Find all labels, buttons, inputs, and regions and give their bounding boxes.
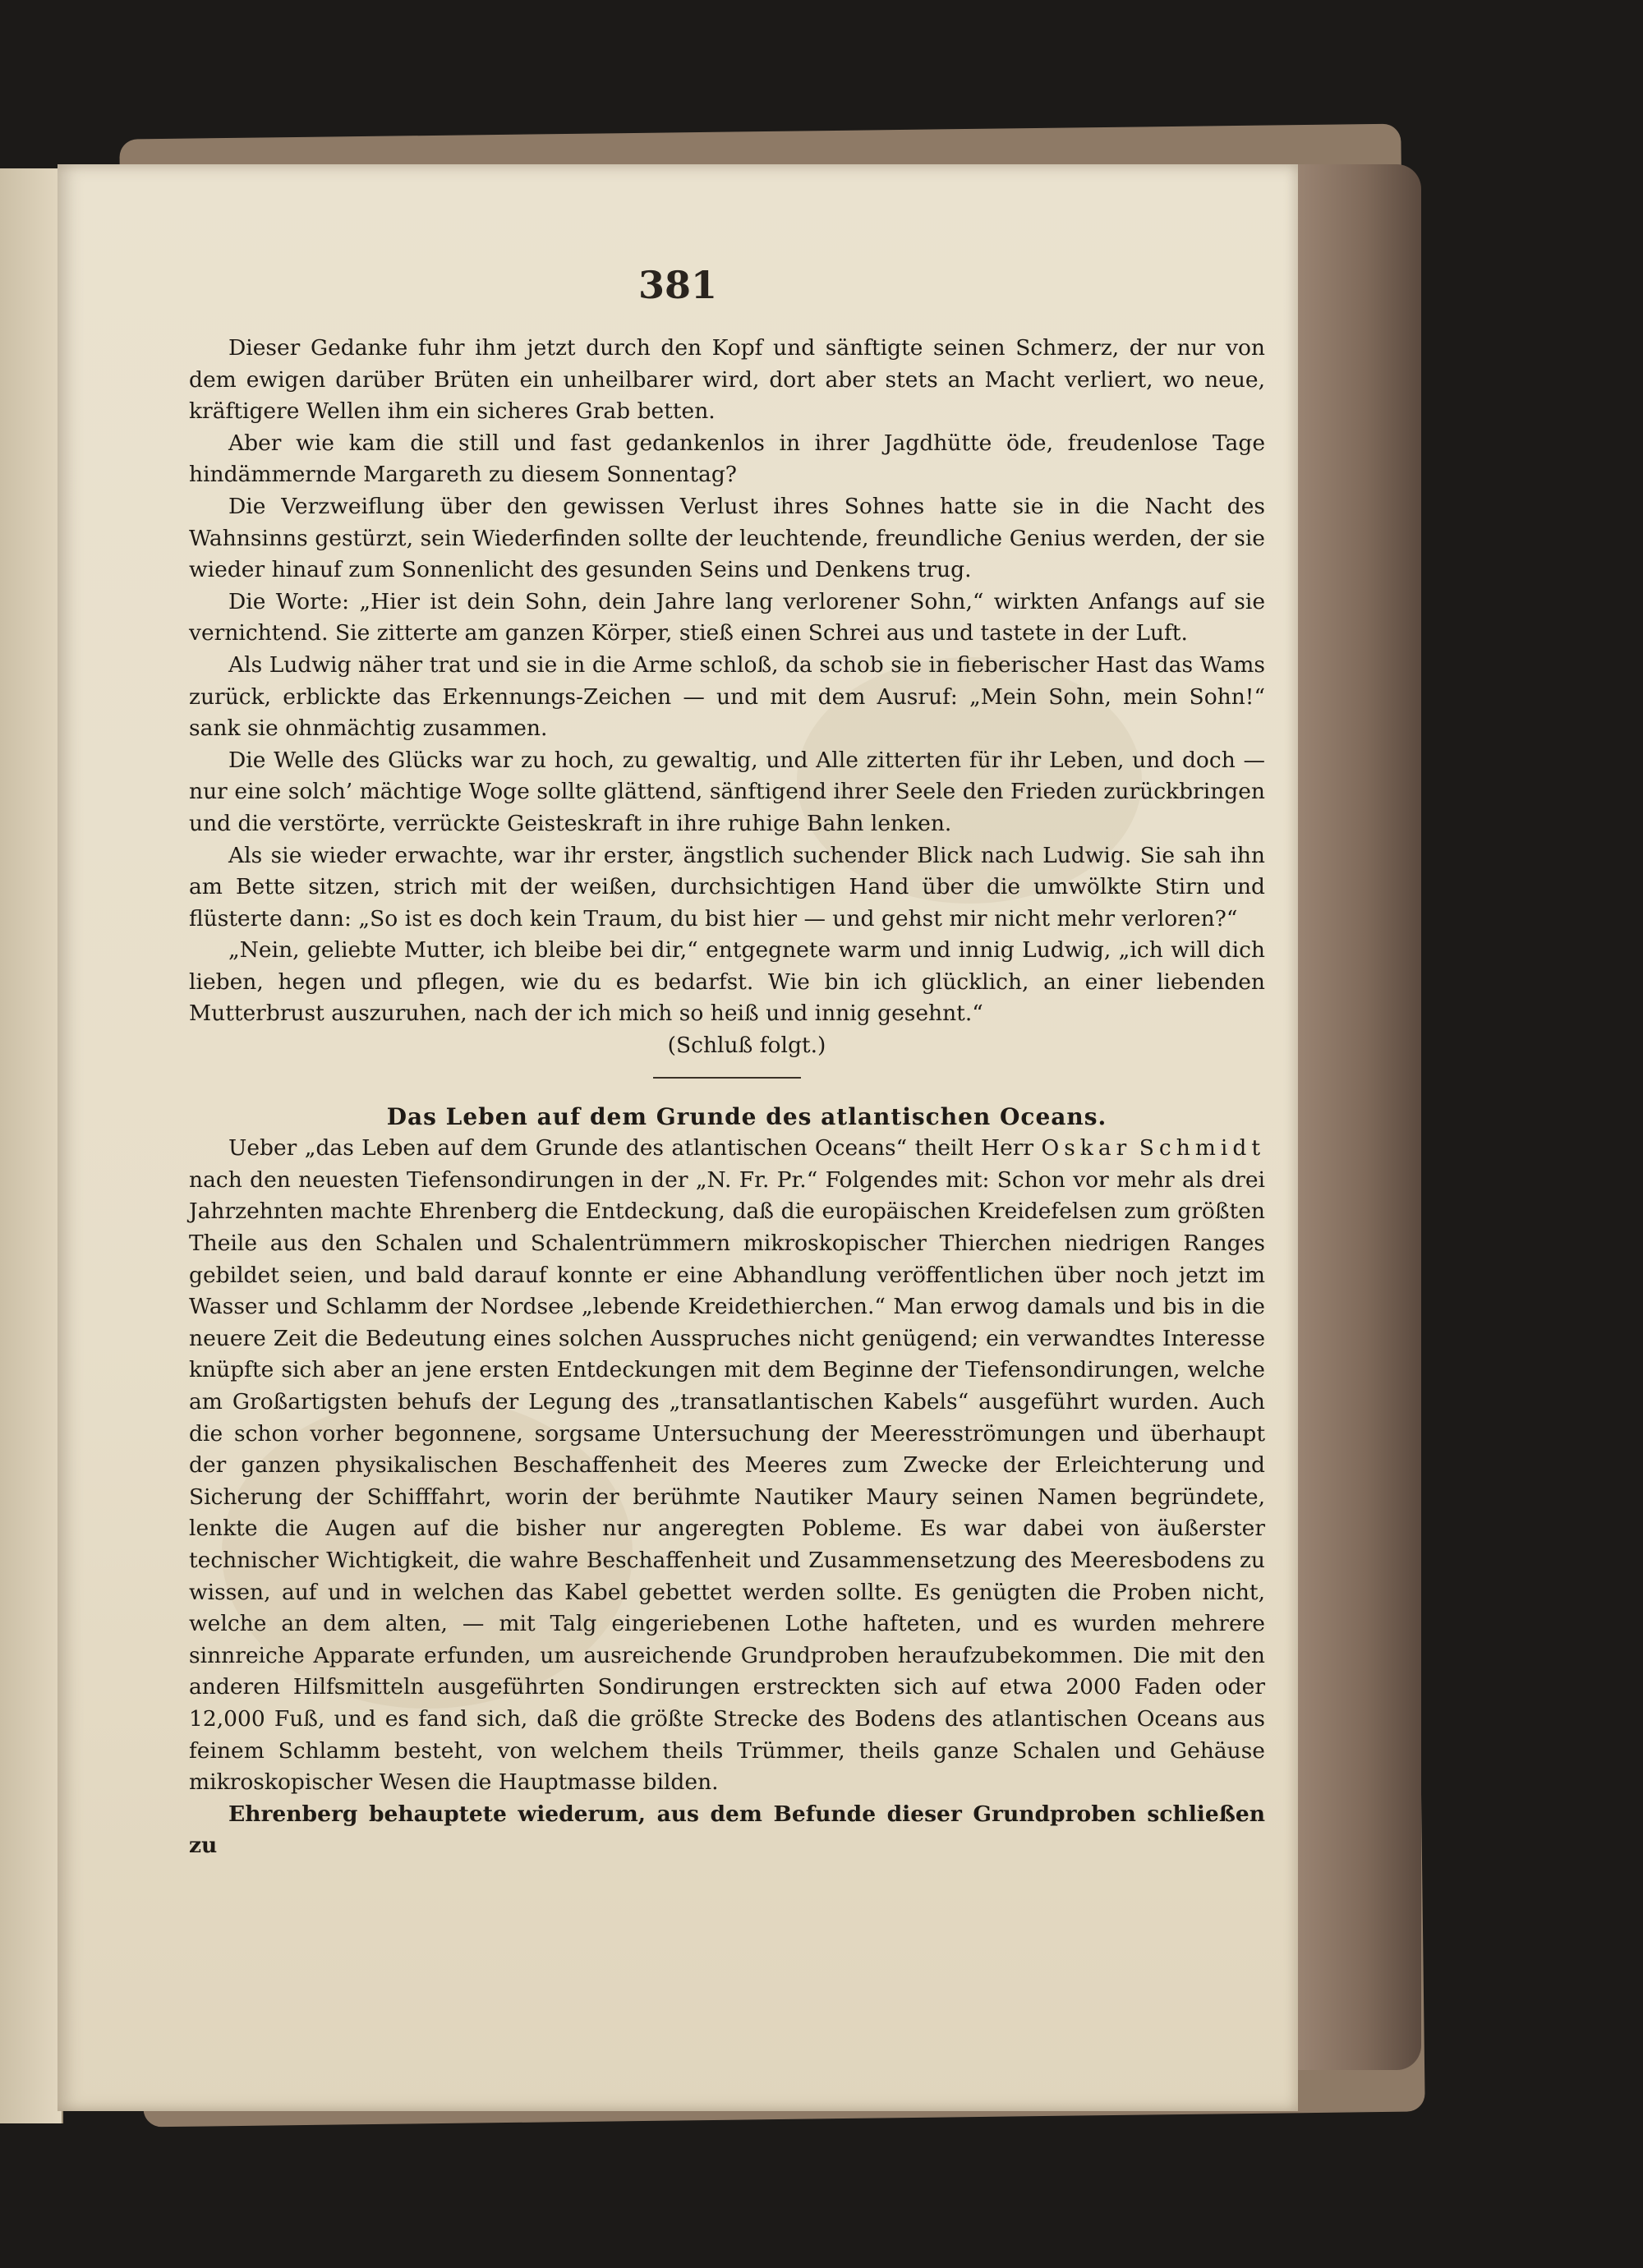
paragraph: Dieser Gedanke fuhr ihm jetzt durch den Kopf und sänftigte seinen Schmerz, der nur von dem ewigen darüber Brüten ein unheilbarer wird, dort aber stets an Macht verliert, wo neue, kräftigere Wellen ihm ein sicheres Grab betten.	[189, 335, 1265, 425]
paragraph: „Nein, geliebte Mutter, ich bleibe bei dir,“ entgegnete warm und innig Ludwig, „ich will dich lieben, hegen und pflegen, wie du es bedarfst. Wie bin ich glücklich, an einer liebenden Mutterbrust auszuruhen, nach der ich mich so heiß und innig gesehnt.“	[189, 937, 1265, 1027]
article-heading: Das Leben auf dem Grunde des atlantischen Oceans.	[386, 1102, 1107, 1130]
article-intro-start: Ueber „das Leben auf dem Grunde des atlantischen Oceans“ theilt Herr	[228, 1135, 1042, 1162]
paragraph: Als sie wieder erwachte, war ihr erster, ängstlich suchender Blick nach Ludwig. Sie sah ihn am Bette sitzen, strich mit der weißen, durchsichtigen Hand über die umwölkte Stirn und flüsterte dann: „So ist es doch kein Traum, du bist hier — und gehst mir nicht mehr verloren?“	[189, 842, 1265, 932]
page-number: 381	[637, 263, 718, 307]
author-last-name: Schmidt	[1139, 1135, 1265, 1162]
section-divider	[653, 1077, 801, 1079]
book-page	[58, 164, 1298, 2111]
article-paragraph	[189, 1133, 1265, 1798]
article-intro-rest: nach den neuesten Tiefensondirungen in der „N. Fr. Pr.“ Folgendes mit: Schon vor mehr als drei Jahrzehnten machte Ehrenberg die Entdeckung, daß die europäischen Kreidefelsen zum größten Theile aus den Schalen und Schalentrümmern mikroskopischer Thierchen niedrigen Ranges gebildet seien, und bald darauf konnte er eine Abhandlung veröffentlichen über noch jetzt im Wasser und Schlamm der Nordsee „lebende Kreidethierchen.“ Man erwog damals und bis in die neuere Zeit die Bedeutung eines solchen Ausspruches nicht genügend; ein verwandtes Interesse knüpfte sich aber an jene ersten Entdeckungen mit dem Beginne der Tiefensondirungen, welche am Großartigsten behufs der Legung des „transatlantischen Kabels“ ausgeführt wurden. Auch die schon vorher begonnene, sorgsame Untersuchung der Meeresströmungen und überhaupt der ganzen physikalischen Beschaffenheit des Meeres zum Zwecke der Erleichterung und Sicherung der Schifffahrt, worin der berühmte Nautiker Maury seinen Namen begründete, lenkte die Augen auf die bisher nur angeregten Pobleme. Es war dabei von äußerster technischer Wichtigkeit, die wahre Beschaffenheit und Zusammensetzung des Meeresbodens zu wissen, auf und in welchen das Kabel gebettet werden sollte. Es genügten die Proben nicht, welche an dem alten, — mit Talg eingeriebenen Lothe hafteten, und es wurden mehrere sinnreiche Apparate erfunden, um ausreichende Grundproben heraufzubekommen. Die mit den anderen Hilfsmitteln ausgeführten Sondirungen erstreckten sich auf etwa 2000 Faden oder 12,000 Fuß, und es fand sich, daß die größte Strecke des Bodens des atlantischen Oceans aus feinem Schlamm besteht, von welchem theils Trümmer, theils ganze Schalen und Gehäuse mikroskopischer Wesen die Hauptmasse bilden.	[189, 1166, 1265, 1796]
text-column	[189, 333, 1265, 1862]
paragraph: Aber wie kam die still und fast gedankenlos in ihrer Jagdhütte öde, freudenlose Tage hindämmernde Margareth zu diesem Sonnentag?	[189, 430, 1265, 488]
article-last-line: Ehrenberg behauptete wiederum, aus dem Befunde dieser Grundproben schließen zu	[189, 1801, 1265, 1859]
book-spine-edge	[1282, 164, 1421, 2070]
paragraph: Als Ludwig näher trat und sie in die Arme schloß, da schob sie in fieberischer Hast das Wams zurück, erblickte das Erkennungs-Zeichen — und mit dem Ausruf: „Mein Sohn, mein Sohn!“ sank sie ohnmächtig zusammen.	[189, 651, 1265, 742]
continuation-note: (Schluß folgt.)	[667, 1033, 826, 1059]
author-first-name: Oskar	[1041, 1135, 1132, 1162]
paragraph: Die Verzweiflung über den gewissen Verlust ihres Sohnes hatte sie in die Nacht des Wahnsinns gestürzt, sein Wiederfinden sollte der leuchtende, freundliche Genius werden, der sie wieder hinauf zum Sonnenlicht des gesunden Seins und Denkens trug.	[189, 493, 1265, 583]
paragraph: Die Worte: „Hier ist dein Sohn, dein Jahre lang verlorener Sohn,“ wirkten Anfangs auf sie vernichtend. Sie zitterte am ganzen Körper, stieß einen Schrei aus und tastete in der Luft.	[189, 588, 1265, 646]
paragraph: Die Welle des Glücks war zu hoch, zu gewaltig, und Alle zitterten für ihr Leben, und doch — nur eine solch’ mächtige Woge sollte glättend, sänftigend ihrer Seele den Frieden zurückbringen und die verstörte, verrückte Geisteskraft in ihre ruhige Bahn lenken.	[189, 747, 1265, 836]
facing-page-edge	[0, 168, 63, 2123]
